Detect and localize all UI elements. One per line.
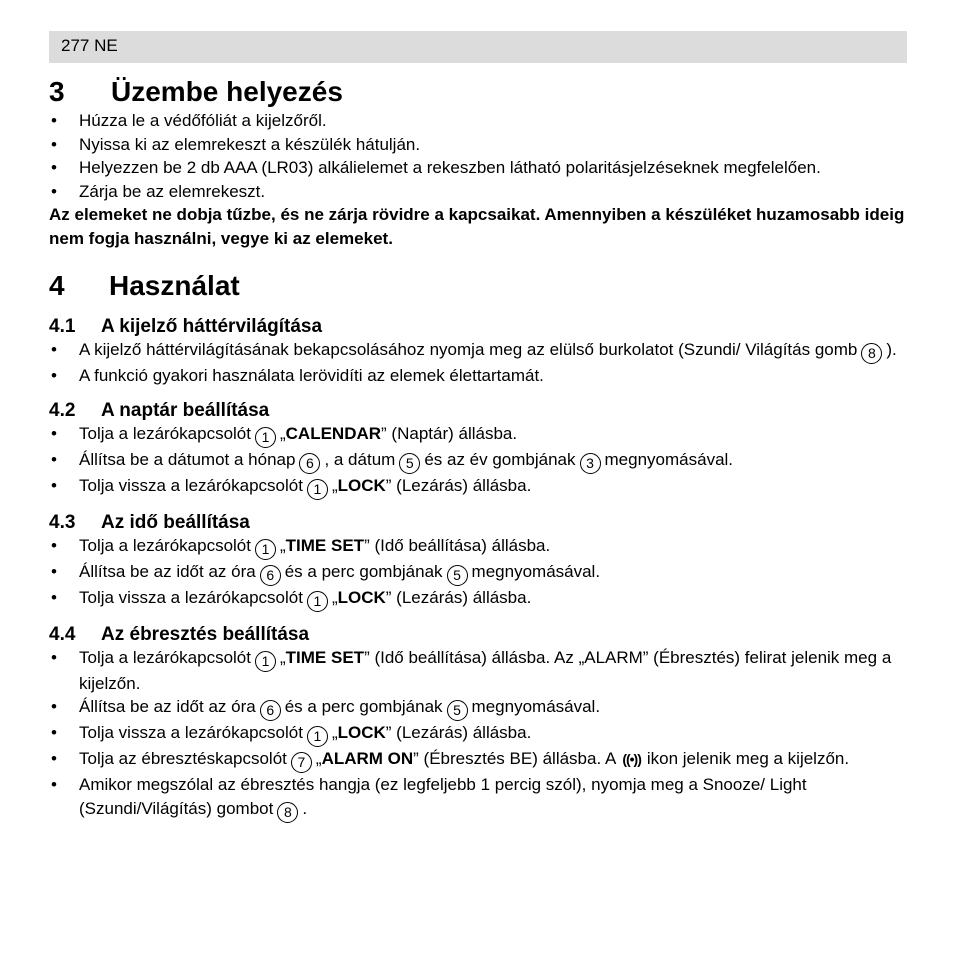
item-text: megnyomásával. — [471, 561, 601, 581]
item-text: Tolja vissza a lezárókapcsolót — [79, 587, 303, 607]
section-title: Használat — [109, 270, 240, 301]
subsection-4-1-list — [49, 338, 909, 388]
button-number-badge: 1 — [255, 539, 276, 560]
list-item — [49, 747, 909, 773]
subsection-title: A kijelző háttérvilágítása — [101, 316, 323, 337]
alarm-icon: ((•)) — [622, 751, 641, 767]
item-text: Tolja a lezárókapcsolót — [79, 647, 251, 667]
item-text: ” (Lezárás) állásba. — [385, 587, 532, 607]
subsection-number: 4.3 — [49, 511, 76, 533]
list-item — [49, 338, 909, 364]
button-number-badge: 5 — [447, 565, 468, 586]
list-item: • Helyezzen be 2 db AAA (LR03) alkálielemet a rekeszben látható polaritásjelzéseknek megfelelően. — [49, 156, 909, 180]
button-number-badge: 6 — [260, 565, 281, 586]
item-text: „ — [279, 535, 286, 555]
button-number-badge: 5 — [399, 453, 420, 474]
item-text: , a dátum — [324, 449, 396, 469]
switch-position: TIME SET — [285, 647, 365, 667]
subsection-number: 4.2 — [49, 399, 76, 421]
item-text: ” (Lezárás) állásba. — [385, 475, 532, 495]
button-number-badge: 1 — [307, 591, 328, 612]
button-number-badge: 6 — [260, 700, 281, 721]
subsection-4-4-list — [49, 646, 909, 823]
item-text: Tolja vissza a lezárókapcsolót — [79, 723, 303, 742]
list-item — [49, 695, 909, 721]
subsection-number: 4.1 — [49, 316, 76, 337]
subsection-title: Az ébresztés beállítása — [101, 623, 310, 645]
list-item: • Zárja be az elemrekeszt. — [49, 180, 909, 204]
item-text: Tolja az ébresztéskapcsolót — [79, 749, 287, 768]
item-text: Amikor megszólal az ébresztés hangja (ez legfeljebb 1 percig szól), nyomja meg a Snooze/ Light (Szundi/Világítás) gombot — [79, 775, 807, 818]
item-text: megnyomásával. — [471, 697, 601, 716]
switch-position: LOCK — [337, 587, 386, 607]
list-item — [49, 474, 909, 500]
button-number-badge: 8 — [277, 802, 298, 823]
switch-position: CALENDAR — [285, 423, 382, 443]
button-number-badge: 5 — [447, 700, 468, 721]
list-item — [49, 773, 909, 823]
list-item — [49, 586, 909, 612]
button-number-badge: 3 — [580, 453, 601, 474]
subsection-4-3-heading — [49, 511, 909, 534]
section-4-heading — [49, 269, 909, 303]
item-text: A kijelző háttérvilágításának bekapcsolásához nyomja meg az elülső burkolatot (Szundi/ Világítás gomb — [79, 340, 858, 359]
button-number-badge: 6 — [299, 453, 320, 474]
section-3-list — [49, 109, 909, 203]
switch-position: LOCK — [337, 475, 386, 495]
list-item — [49, 721, 909, 747]
list-item: • Nyissa ki az elemrekeszt a készülék hátulján. — [49, 133, 909, 157]
item-text: ” (Naptár) állásba. — [381, 423, 518, 443]
list-item — [49, 534, 909, 560]
list-item — [49, 560, 909, 586]
item-text: „ — [331, 723, 338, 742]
item-text: ” (Lezárás) állásba. — [385, 723, 532, 742]
item-text: Állítsa be az időt az óra — [79, 561, 256, 581]
item-text: „ — [279, 423, 286, 443]
section-3-heading — [49, 75, 909, 109]
subsection-title: A naptár beállítása — [101, 399, 270, 421]
switch-position: ALARM ON — [321, 749, 414, 768]
item-text: és a perc gombjának — [284, 697, 443, 716]
item-text: Állítsa be a dátumot a hónap — [79, 449, 296, 469]
switch-position: TIME SET — [285, 535, 365, 555]
button-number-badge: 1 — [307, 726, 328, 747]
section-title: Üzembe helyezés — [111, 76, 343, 107]
document-body — [49, 75, 909, 823]
subsection-4-1-heading — [49, 315, 909, 338]
button-number-badge: 1 — [255, 651, 276, 672]
item-text: ” (Idő beállítása) állásba. — [364, 535, 551, 555]
item-text: Tolja a lezárókapcsolót — [79, 535, 251, 555]
button-number-badge: 8 — [861, 343, 882, 364]
section-number: 3 — [49, 76, 65, 107]
list-item — [49, 422, 909, 448]
button-number-badge: 7 — [291, 752, 312, 773]
list-item — [49, 646, 909, 696]
subsection-4-4-heading — [49, 623, 909, 646]
item-text: „ — [331, 475, 338, 495]
page-code: 277 NE — [61, 36, 118, 55]
item-text: „ — [331, 587, 338, 607]
subsection-4-3-list — [49, 534, 909, 612]
subsection-number: 4.4 — [49, 623, 76, 645]
subsection-title: Az idő beállítása — [101, 511, 250, 533]
list-item: • A funkció gyakori használata lerövidíti az elemek élettartamát. — [49, 364, 909, 388]
item-text: „ — [315, 749, 322, 768]
button-number-badge: 1 — [255, 427, 276, 448]
button-number-badge: 1 — [307, 479, 328, 500]
item-text: Tolja a lezárókapcsolót — [79, 423, 251, 443]
subsection-4-2-list — [49, 422, 909, 500]
item-text: és az év gombjának — [424, 449, 576, 469]
list-item — [49, 448, 909, 474]
battery-warning: Az elemeket ne dobja tűzbe, és ne zárja rövidre a kapcsaikat. Amennyiben a készüléket huzamosabb ideig nem fogja használni, vegye ki az elemeket. — [49, 205, 905, 248]
item-text: . — [302, 798, 308, 818]
item-text: ). — [886, 340, 897, 359]
item-text: megnyomásával. — [604, 449, 734, 469]
switch-position: LOCK — [337, 723, 386, 742]
item-text: ” (Ébresztés BE) állásba. A — [413, 749, 617, 768]
section-number: 4 — [49, 270, 65, 301]
item-text: ” (Idő beállítása) állásba. Az „ALARM” (Ébresztés) felirat jelenik meg a kijelzőn. — [79, 647, 892, 693]
item-text: „ — [279, 647, 286, 667]
item-text: ikon jelenik meg a kijelzőn. — [646, 749, 850, 768]
list-item: • Húzza le a védőfóliát a kijelzőről. — [49, 109, 909, 133]
item-text: Tolja vissza a lezárókapcsolót — [79, 475, 303, 495]
subsection-4-2-heading — [49, 399, 909, 422]
page-header — [49, 31, 907, 63]
item-text: Állítsa be az időt az óra — [79, 697, 256, 716]
item-text: és a perc gombjának — [284, 561, 443, 581]
